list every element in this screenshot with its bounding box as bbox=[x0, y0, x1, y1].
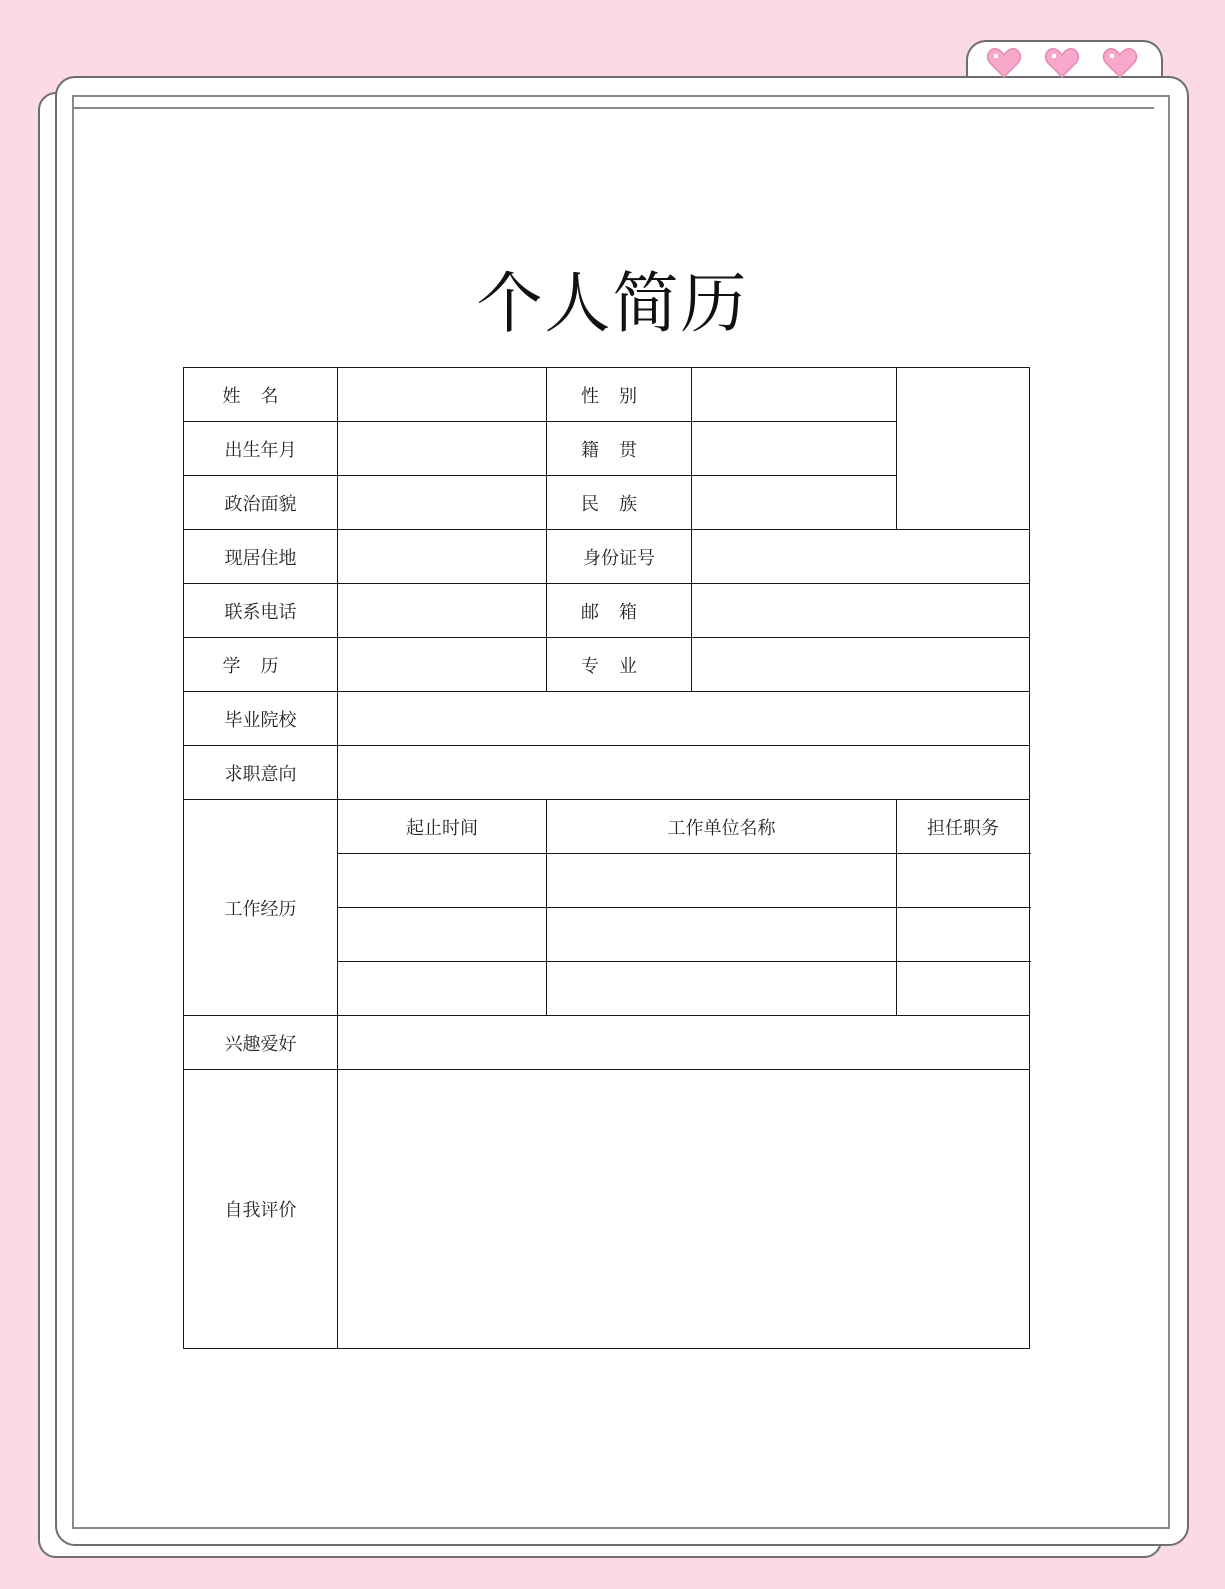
label-ethnicity: 民族 bbox=[547, 476, 692, 530]
work-position-field[interactable] bbox=[897, 962, 1030, 1016]
label-education: 学历 bbox=[184, 638, 338, 692]
job-intention-field[interactable] bbox=[338, 746, 1030, 800]
birth-field[interactable] bbox=[338, 422, 547, 476]
label-political-status: 政治面貌 bbox=[184, 476, 338, 530]
work-period-field[interactable] bbox=[338, 908, 547, 962]
education-field[interactable] bbox=[338, 638, 547, 692]
label-id-number: 身份证号 bbox=[547, 530, 692, 584]
label-major: 专业 bbox=[547, 638, 692, 692]
major-field[interactable] bbox=[692, 638, 1030, 692]
heart-icon bbox=[986, 46, 1022, 80]
gender-field[interactable] bbox=[692, 368, 897, 422]
heart-icon bbox=[1102, 46, 1138, 80]
work-employer-field[interactable] bbox=[547, 908, 897, 962]
hobbies-field[interactable] bbox=[338, 1016, 1030, 1070]
label-name: 姓名 bbox=[184, 368, 338, 422]
name-field[interactable] bbox=[338, 368, 547, 422]
residence-field[interactable] bbox=[338, 530, 547, 584]
label-job-intention: 求职意向 bbox=[184, 746, 338, 800]
heart-icon bbox=[1044, 46, 1080, 80]
work-header-position: 担任职务 bbox=[897, 800, 1030, 854]
label-phone: 联系电话 bbox=[184, 584, 338, 638]
work-employer-field[interactable] bbox=[547, 962, 897, 1016]
resume-table bbox=[183, 367, 1030, 1349]
work-position-field[interactable] bbox=[897, 908, 1030, 962]
work-employer-field[interactable] bbox=[547, 854, 897, 908]
label-birth: 出生年月 bbox=[184, 422, 338, 476]
label-school: 毕业院校 bbox=[184, 692, 338, 746]
phone-field[interactable] bbox=[338, 584, 547, 638]
ethnicity-field[interactable] bbox=[692, 476, 897, 530]
email-field[interactable] bbox=[692, 584, 1030, 638]
work-period-field[interactable] bbox=[338, 962, 547, 1016]
label-email: 邮箱 bbox=[547, 584, 692, 638]
label-self-evaluation: 自我评价 bbox=[184, 1070, 338, 1349]
label-hobbies: 兴趣爱好 bbox=[184, 1016, 338, 1070]
political-status-field[interactable] bbox=[338, 476, 547, 530]
label-work-experience: 工作经历 bbox=[184, 800, 338, 1016]
school-field[interactable] bbox=[338, 692, 1030, 746]
page-title: 个人简历 bbox=[476, 265, 749, 342]
work-position-field[interactable] bbox=[897, 854, 1030, 908]
work-header-employer: 工作单位名称 bbox=[547, 800, 897, 854]
label-gender: 性别 bbox=[547, 368, 692, 422]
self-evaluation-field[interactable] bbox=[338, 1070, 1030, 1349]
work-period-field[interactable] bbox=[338, 854, 547, 908]
native-place-field[interactable] bbox=[692, 422, 897, 476]
photo-box[interactable] bbox=[897, 368, 1030, 530]
work-header-period: 起止时间 bbox=[338, 800, 547, 854]
label-residence: 现居住地 bbox=[184, 530, 338, 584]
id-number-field[interactable] bbox=[692, 530, 1030, 584]
label-native-place: 籍贯 bbox=[547, 422, 692, 476]
